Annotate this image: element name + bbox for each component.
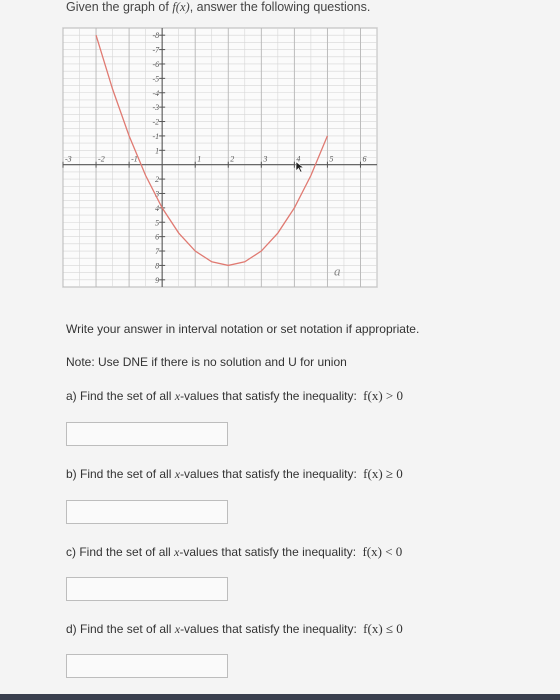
question-b-var: x [174,467,181,481]
y-tick-label: -7 [152,45,160,55]
question-a-mid: -values that satisfy the inequality: [180,389,361,403]
y-tick-label: 3 [155,189,160,199]
question-d-mid: -values that satisfy the inequality: [180,622,361,636]
instructions-notation: Write your answer in interval notation or set notation if appropriate. [66,322,420,336]
question-c-inequality: f(x) < 0 [362,544,403,559]
y-tick-label: 4 [155,203,160,213]
x-tick-label: 3 [263,154,268,164]
question-b-inequality: f(x) ≥ 0 [363,466,403,481]
y-tick-label: 1 [155,146,160,156]
header-function: f(x) [172,0,190,14]
question-d-var: x [174,622,181,636]
y-tick-label: 5 [155,218,160,228]
question-a [66,388,403,404]
question-b-mid: -values that satisfy the inequality: [180,467,361,481]
y-tick-label: 9 [155,275,160,285]
header-prefix: Given the graph of [66,0,173,14]
x-tick-label: -2 [98,154,105,164]
x-tick-label: 5 [329,154,334,164]
question-d [66,621,403,637]
header-suffix: , answer the following questions. [189,0,371,14]
y-tick-label: 7 [155,247,160,257]
question-b [66,466,403,482]
answer-input-b[interactable] [66,500,228,524]
y-tick-label: 8 [155,261,160,271]
question-a-var: x [174,389,181,403]
x-tick-label: -1 [131,154,138,164]
question-d-label: d) Find the set of all [66,622,175,636]
x-tick-label: -3 [65,154,72,164]
question-c-mid: -values that satisfy the inequality: [179,545,360,559]
answer-input-a[interactable] [66,422,228,446]
y-tick-label: -3 [152,103,160,113]
x-tick-label: 1 [197,154,202,164]
y-tick-label: -8 [152,31,160,41]
x-tick-label: 6 [362,154,367,164]
problem-header [66,0,370,15]
y-tick-label: 6 [155,232,160,242]
question-a-inequality: f(x) > 0 [363,388,403,403]
instructions-note: Note: Use DNE if there is no solution and U for union [66,355,347,369]
y-tick-label: -5 [152,74,160,84]
y-tick-label: -6 [152,59,160,69]
y-tick-label: -1 [152,131,160,141]
y-tick-label: -2 [152,117,160,127]
question-d-inequality: f(x) ≤ 0 [363,621,403,636]
y-tick-label: 2 [155,175,160,185]
question-c-label: c) Find the set of all [66,545,175,559]
question-c-var: x [174,545,180,559]
y-tick-label: -4 [152,88,160,98]
question-a-label: a) Find the set of all [66,389,175,403]
question-c [66,544,402,560]
x-tick-label: 2 [230,154,235,164]
x-tick-label: 4 [296,154,301,164]
handwritten-note: a [334,263,341,279]
answer-input-d[interactable] [66,654,228,678]
function-graph [55,20,385,295]
answer-input-c[interactable] [66,577,228,601]
question-b-label: b) Find the set of all [66,467,175,481]
bottom-bar [0,694,560,700]
